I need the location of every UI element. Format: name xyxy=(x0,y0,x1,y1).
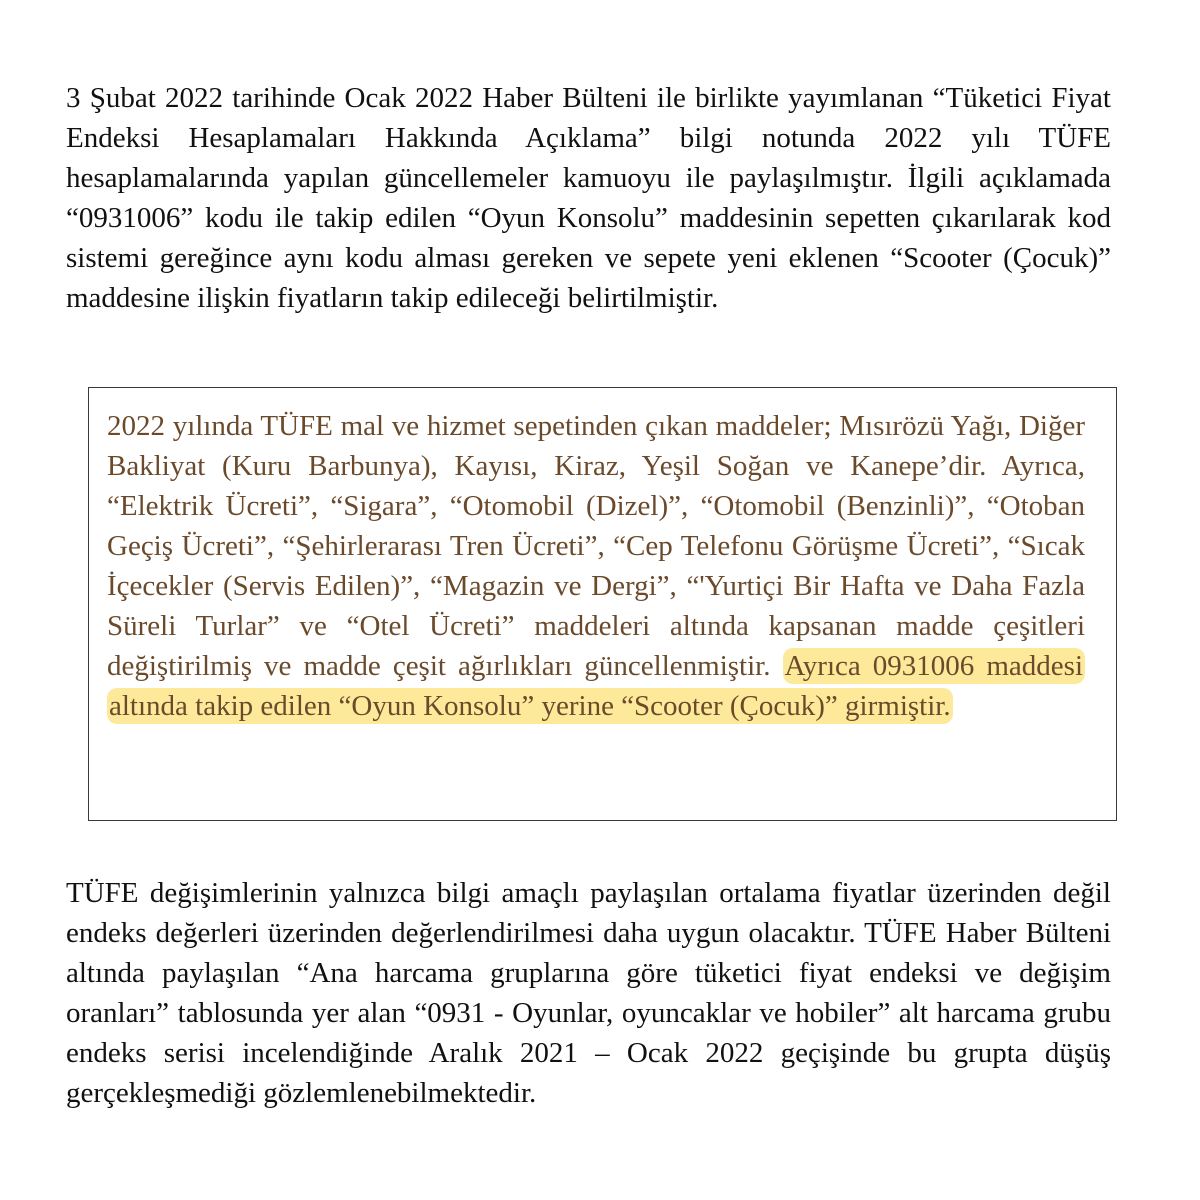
conclusion-paragraph: TÜFE değişimlerinin yalnızca bilgi amaçlı paylaşılan ortalama fiyatlar üzerinden değil endeks değerleri üzerinden değerlendirilmesi daha uygun olacaktır. TÜFE Haber Bülteni altında paylaşılan “Ana harcama gruplarına göre tüketici fiyat endeksi ve değişim oranları” tablosunda yer alan “0931 - Oyunlar, oyuncaklar ve hobiler” alt harcama grubu endeks serisi incelendiğinde Aralık 2021 – Ocak 2022 geçişinde bu grupta düşüş gerçekleşmediği gözlemlenebilmektedir. xyxy=(66,877,1111,1109)
quoted-excerpt-text xyxy=(107,406,1085,726)
highlighted-sentence: Ayrıca 0931006 maddesi altında takip edilen “Oyun Konsolu” yerine “Scooter (Çocuk)” girmiştir. xyxy=(109,650,1083,722)
quoted-excerpt-box xyxy=(88,387,1117,821)
quoted-excerpt-body: 2022 yılında TÜFE mal ve hizmet sepetinden çıkan maddeler; Mısırözü Yağı, Diğer Bakliyat (Kuru Barbunya), Kayısı, Kiraz, Yeşil Soğan ve Kanepe’dir. Ayrıca, “Elektrik Ücreti”, “Sigara”, “Otomobil (Dizel)”, “Otomobil (Benzinli)”, “Otoban Geçiş Ücreti”, “Şehirlerarası Tren Ücreti”, “Cep Telefonu Görüşme Ücreti”, “Sıcak İçecekler (Servis Edilen)”, “Magazin ve Dergi”, “'Yurtiçi Bir Hafta ve Daha Fazla Süreli Turlar” ve “Otel Ücreti” maddeleri altında kapsanan madde çeşitleri değiştirilmiş ve madde çeşit ağırlıkları güncellenmiştir. xyxy=(107,410,1085,682)
intro-paragraph: 3 Şubat 2022 tarihinde Ocak 2022 Haber Bülteni ile birlikte yayımlanan “Tüketici Fiyat Endeksi Hesaplamaları Hakkında Açıklama” bilgi notunda 2022 yılı TÜFE hesaplamalarında yapılan güncellemeler kamuoyu ile paylaşılmıştır. İlgili açıklamada “0931006” kodu ile takip edilen “Oyun Konsolu” maddesinin sepetten çıkarılarak kod sistemi gereğince aynı kodu alması gereken ve sepete yeni eklenen “Scooter (Çocuk)” maddesine ilişkin fiyatların takip edileceği belirtilmiştir. xyxy=(66,82,1111,314)
